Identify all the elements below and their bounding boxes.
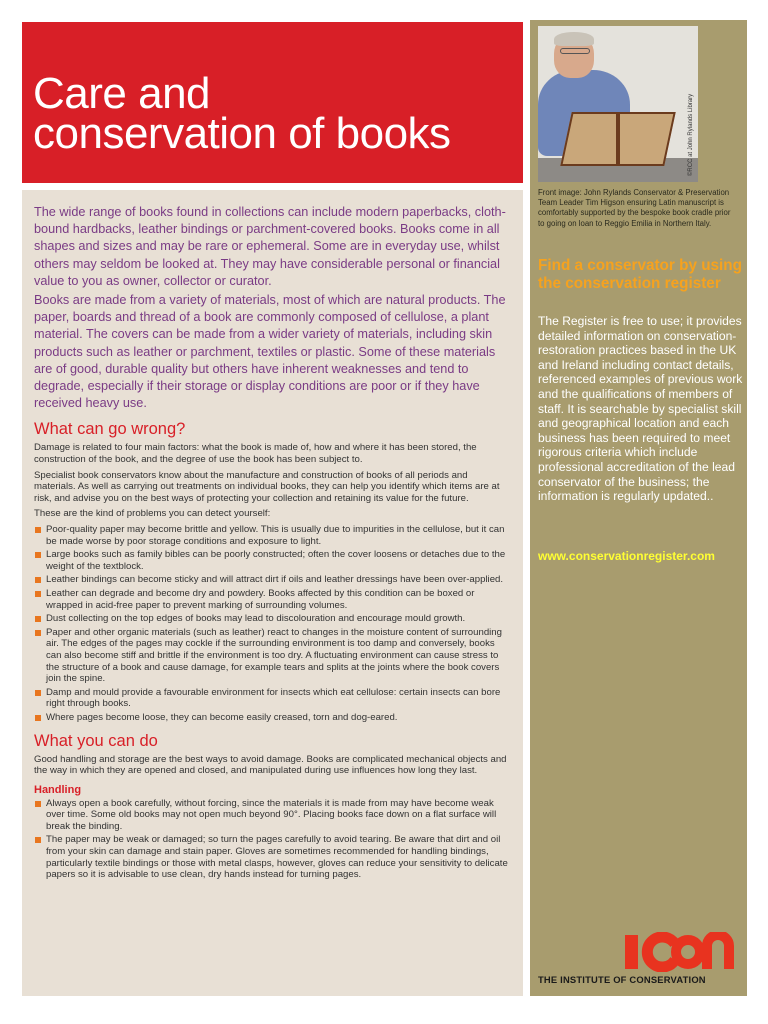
bullet-square-icon: [35, 837, 41, 843]
list-item: Always open a book carefully, without forcing, since the materials it is made from may have become weak over time. Some old books may not open much beyond 90°. Placing books face down on a flat surface will break the binding.: [34, 798, 511, 833]
list-item: Damp and mould provide a favourable environment for insects which eat cellulose: certain insects can bore right through books.: [34, 687, 511, 710]
what-you-can-do-section: [34, 754, 511, 777]
icon-logo-letter-i: [625, 935, 638, 969]
intro-paragraph-2: Books are made from a variety of materials, most of which are natural products. The paper, boards and thread of a book are commonly composed of cellulose, a plant material. The covers can be made from a wider variety of materials, including skin products such as leather or parchment, textiles or plastic. Some of these materials are of good, durable quality but others have inherent weaknesses and tend to degrade, especially if their storage or display conditions are poor or if they have received heavy use.: [34, 293, 506, 411]
photo-glasses: [560, 48, 590, 54]
find-conservator-heading: Find a conservator by using the conservation register: [538, 257, 742, 292]
wrong-paragraph-1: Damage is related to four main factors: what the book is made of, how and where it has been stored, the construction of the book, and the degree of use the book has been subject to.: [34, 442, 477, 466]
list-item: Where pages become loose, they can become easily creased, torn and dog-eared.: [34, 712, 511, 724]
bullet-square-icon: [35, 527, 41, 533]
intro-paragraph-1: The wide range of books found in collections can include modern paperbacks, cloth-bound hardbacks, leather bindings or parchment-covered books. Books come in all shapes and sizes and may be rare or ephemeral. Some are in everyday use, whilst others may seldom be looked at. They may have considerable personal or financial value to you as owner, collector or curator.: [34, 205, 506, 288]
icon-logo: [625, 932, 737, 972]
bullet-square-icon: [35, 616, 41, 622]
what-you-can-do-heading: What you can do: [34, 731, 158, 750]
bullet-square-icon: [35, 577, 41, 583]
intro-section: [34, 204, 511, 412]
bullet-square-icon: [35, 690, 41, 696]
handling-list: [34, 798, 511, 881]
sidebar: [530, 20, 747, 996]
icon-logo-letter-o: [676, 940, 700, 964]
bullet-square-icon: [35, 715, 41, 721]
list-item: Dust collecting on the top edges of books may lead to discolouration and encourage mould growth.: [34, 613, 511, 625]
bullet-square-icon: [35, 630, 41, 636]
list-item: The paper may be weak or damaged; so turn the pages carefully to avoid tearing. Be aware that dirt and oil from your skin can damage and stain paper. Gloves are sometimes recommended for handling bindings, particularly textile bindings or those with metal clasps, however, gloves can reduce your sensitivity to delicate papers so it is advisable to use clean, dry hands instead for turning pages.: [34, 834, 511, 880]
list-item: Leather bindings can become sticky and will attract dirt if oils and leather dressings have been over-applied.: [34, 574, 511, 586]
title-banner: [22, 22, 523, 183]
icon-logo-letter-n: [707, 935, 729, 969]
wrong-paragraph-2: Specialist book conservators know about the manufacture and construction of books of all periods and materials. As well as carrying out treatments on individual books, they can help you identify which items are at risk, and advise you on the best ways of protecting your collection and retaining its value for the future.: [34, 469, 500, 504]
bullet-square-icon: [35, 591, 41, 597]
title-line-2: conservation of books: [33, 109, 451, 158]
title-line-1: Care and: [33, 69, 211, 118]
cover-photo: [538, 26, 698, 182]
bullet-square-icon: [35, 801, 41, 807]
icon-logo-letter-c: [647, 937, 675, 967]
list-item: Paper and other organic materials (such as leather) react to changes in the moisture content of surrounding air. The edges of the pages may cockle if the surrounding environment is too damp and conversely, books can also become stiff and brittle if the environment is too dry. A fluctuating environment can cause stress to the structure of a book and cause damage, for example tears and splits at the joints where the book covers join the spine.: [34, 627, 511, 685]
what-can-go-wrong-heading: What can go wrong?: [34, 420, 186, 439]
page-title: [33, 69, 451, 158]
bullet-square-icon: [35, 552, 41, 558]
institute-name: THE INSTITUTE OF CONSERVATION: [538, 974, 706, 985]
photo-caption: Front image: John Rylands Conservator & Preservation Team Leader Tim Higson ensuring Latin manuscript is comfortably supported by the bespoke book cradle prior to going on loan to Reggio Emilia in Northern Italy.: [538, 188, 731, 228]
can-do-paragraph-1: Good handling and storage are the best ways to avoid damage. Books are complicated mechanical objects and the way in which they are opened and closed, and manipulated during use influences how long they last.: [34, 753, 507, 777]
photo-credit: ©RCC at John Rylands Library: [688, 93, 694, 176]
list-item: Leather can degrade and become dry and powdery. Books affected by this condition can be boxed or wrapped in acid-free paper to prevent marking of surrounding volumes.: [34, 588, 511, 611]
handling-heading: Handling: [34, 783, 82, 796]
photo-manuscript-spine: [616, 112, 620, 166]
photo-conservator-hair: [554, 32, 594, 46]
find-conservator-text: The Register is free to use; it provides detailed information on conservation-restoration practices based in the UK and Ireland including contact details, referenced examples of previous work and the qualifications of members of staff. It is searchable by specialist skill and geographical location and each business has been required to meet rigorous criteria which include professional accreditation of the lead conservator of the business; the information is regularly updated..: [538, 314, 743, 504]
conservation-register-link[interactable]: www.conservationregister.com: [538, 549, 715, 563]
list-item: Large books such as family bibles can be poorly constructed; often the cover loosens or detaches due to the weight of the textblock.: [34, 549, 511, 572]
problems-list: [34, 524, 511, 724]
wrong-paragraph-3: These are the kind of problems you can detect yourself:: [34, 508, 271, 520]
what-can-go-wrong-section: [34, 442, 511, 723]
main-content: [22, 190, 523, 996]
list-item: Poor-quality paper may become brittle and yellow. This is usually due to impurities in the cellulose, but it can be made worse by poor storage conditions and exposure to light.: [34, 524, 511, 547]
